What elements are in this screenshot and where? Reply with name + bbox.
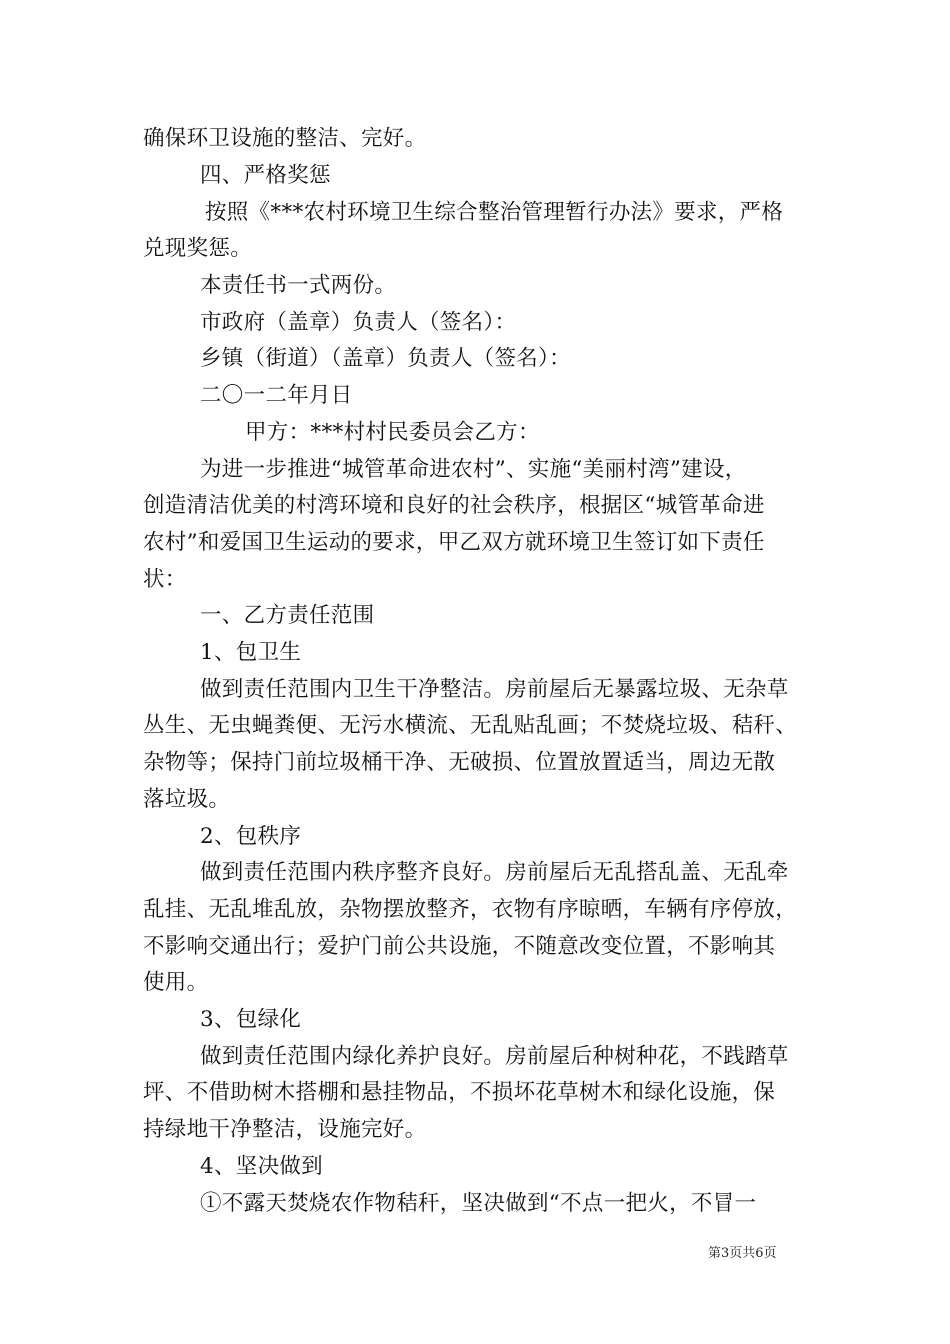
section-heading: 四、严格奖惩 — [200, 163, 331, 188]
party-line: 甲方：***村村民委员会乙方： — [245, 420, 540, 445]
text-line: 状： — [143, 567, 187, 592]
text-line: ①不露天焚烧农作物秸秆，坚决做到“不点一把火，不冒一 — [200, 1191, 757, 1216]
text-line: 乱挂、无乱堆乱放，杂物摆放整齐，衣物有序晾晒，车辆有序停放， — [143, 897, 798, 922]
subsection-heading: 2、包秩序 — [200, 824, 302, 849]
text-line: 坪、不借助树木搭棚和悬挂物品，不损坏花草树木和绿化设施，保 — [143, 1080, 776, 1105]
text-line: 杂物等；保持门前垃圾桶干净、无破损、位置放置适当，周边无散 — [143, 750, 776, 775]
text-line: 为进一步推进“城管革命进农村”、实施“美丽村湾”建设， — [200, 457, 747, 482]
text-line: 创造清洁优美的村湾环境和良好的社会秩序，根据区“城管革命进 — [143, 493, 765, 518]
text-line: 做到责任范围内秩序整齐良好。房前屋后无乱搭乱盖、无乱牵 — [200, 860, 789, 885]
subsection-heading: 3、包绿化 — [200, 1007, 302, 1032]
text-line: 落垃圾。 — [143, 787, 231, 812]
text-line: 农村”和爱国卫生运动的要求，甲乙双方就环境卫生签订如下责任 — [143, 530, 765, 555]
date-line: 二〇一二年月日 — [200, 383, 353, 408]
text-line: 不影响交通出行；爱护门前公共设施，不随意改变位置，不影响其 — [143, 934, 776, 959]
text-line: 持绿地干净整洁，设施完好。 — [143, 1117, 427, 1142]
signature-line: 乡镇（街道）（盖章）负责人（签名）： — [200, 346, 571, 371]
page-number-footer: 第3页共6页 — [708, 1246, 777, 1261]
section-heading: 一、乙方责任范围 — [200, 603, 375, 628]
text-line: 使用。 — [143, 970, 209, 995]
subsection-heading: 4、坚决做到 — [200, 1154, 323, 1179]
text-line: 丛生、无虫蝇粪便、无污水横流、无乱贴乱画；不焚烧垃圾、秸秆、 — [143, 713, 798, 738]
signature-line: 市政府（盖章）负责人（签名）： — [200, 310, 517, 335]
text-line: 按照《***农村环境卫生综合整治管理暂行办法》要求，严格 — [205, 200, 784, 225]
text-line: 兑现奖惩。 — [143, 236, 253, 261]
subsection-heading: 1、包卫生 — [200, 640, 302, 665]
text-line: 本责任书一式两份。 — [200, 273, 397, 298]
text-line: 做到责任范围内绿化养护良好。房前屋后种树种花，不践踏草 — [200, 1044, 789, 1069]
text-line: 做到责任范围内卫生干净整洁。房前屋后无暴露垃圾、无杂草 — [200, 677, 789, 702]
text-line: 确保环卫设施的整洁、完好。 — [143, 126, 427, 151]
